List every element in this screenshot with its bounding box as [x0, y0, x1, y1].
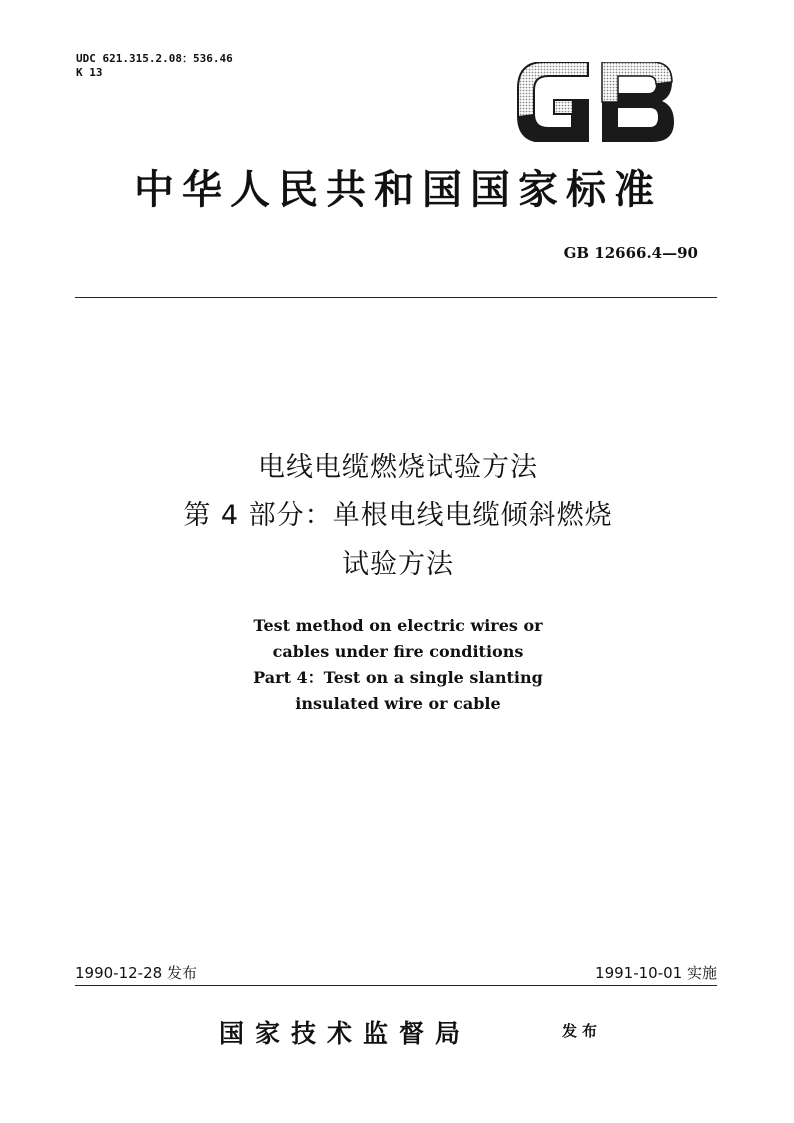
title-cn-line-1: 电线电缆燃烧试验方法 — [258, 452, 538, 483]
udc-code: UDC 621.315.2.08：536.46 — [76, 52, 233, 65]
divider-top — [75, 297, 717, 298]
gb-logo-b-mark — [602, 62, 674, 142]
issue-date: 1990-12-28 发布 — [75, 964, 197, 982]
classification-code: K 13 — [76, 66, 103, 79]
divider-bottom — [75, 985, 717, 986]
gb-logo-g-mark — [518, 62, 588, 142]
issuing-authority: 国家技术监督局 — [218, 1019, 471, 1048]
national-standard-heading: 中华人民共和国国家标准 — [134, 166, 662, 213]
title-cn-line-3: 试验方法 — [342, 549, 454, 580]
implementation-date: 1991-10-01 实施 — [595, 964, 717, 982]
standard-number: GB 12666.4—90 — [563, 244, 698, 262]
gb-logo — [516, 62, 676, 142]
title-en-line-2: cables under fire conditions — [272, 642, 524, 661]
title-en-line-1: Test method on electric wires or — [253, 616, 543, 635]
title-cn-line-2: 第 4 部分：单根电线电缆倾斜燃烧 — [183, 500, 613, 531]
title-en-line-3: Part 4：Test on a single slanting — [253, 668, 543, 687]
issuer-action: 发布 — [562, 1022, 603, 1040]
title-en-line-4: insulated wire or cable — [295, 694, 501, 713]
